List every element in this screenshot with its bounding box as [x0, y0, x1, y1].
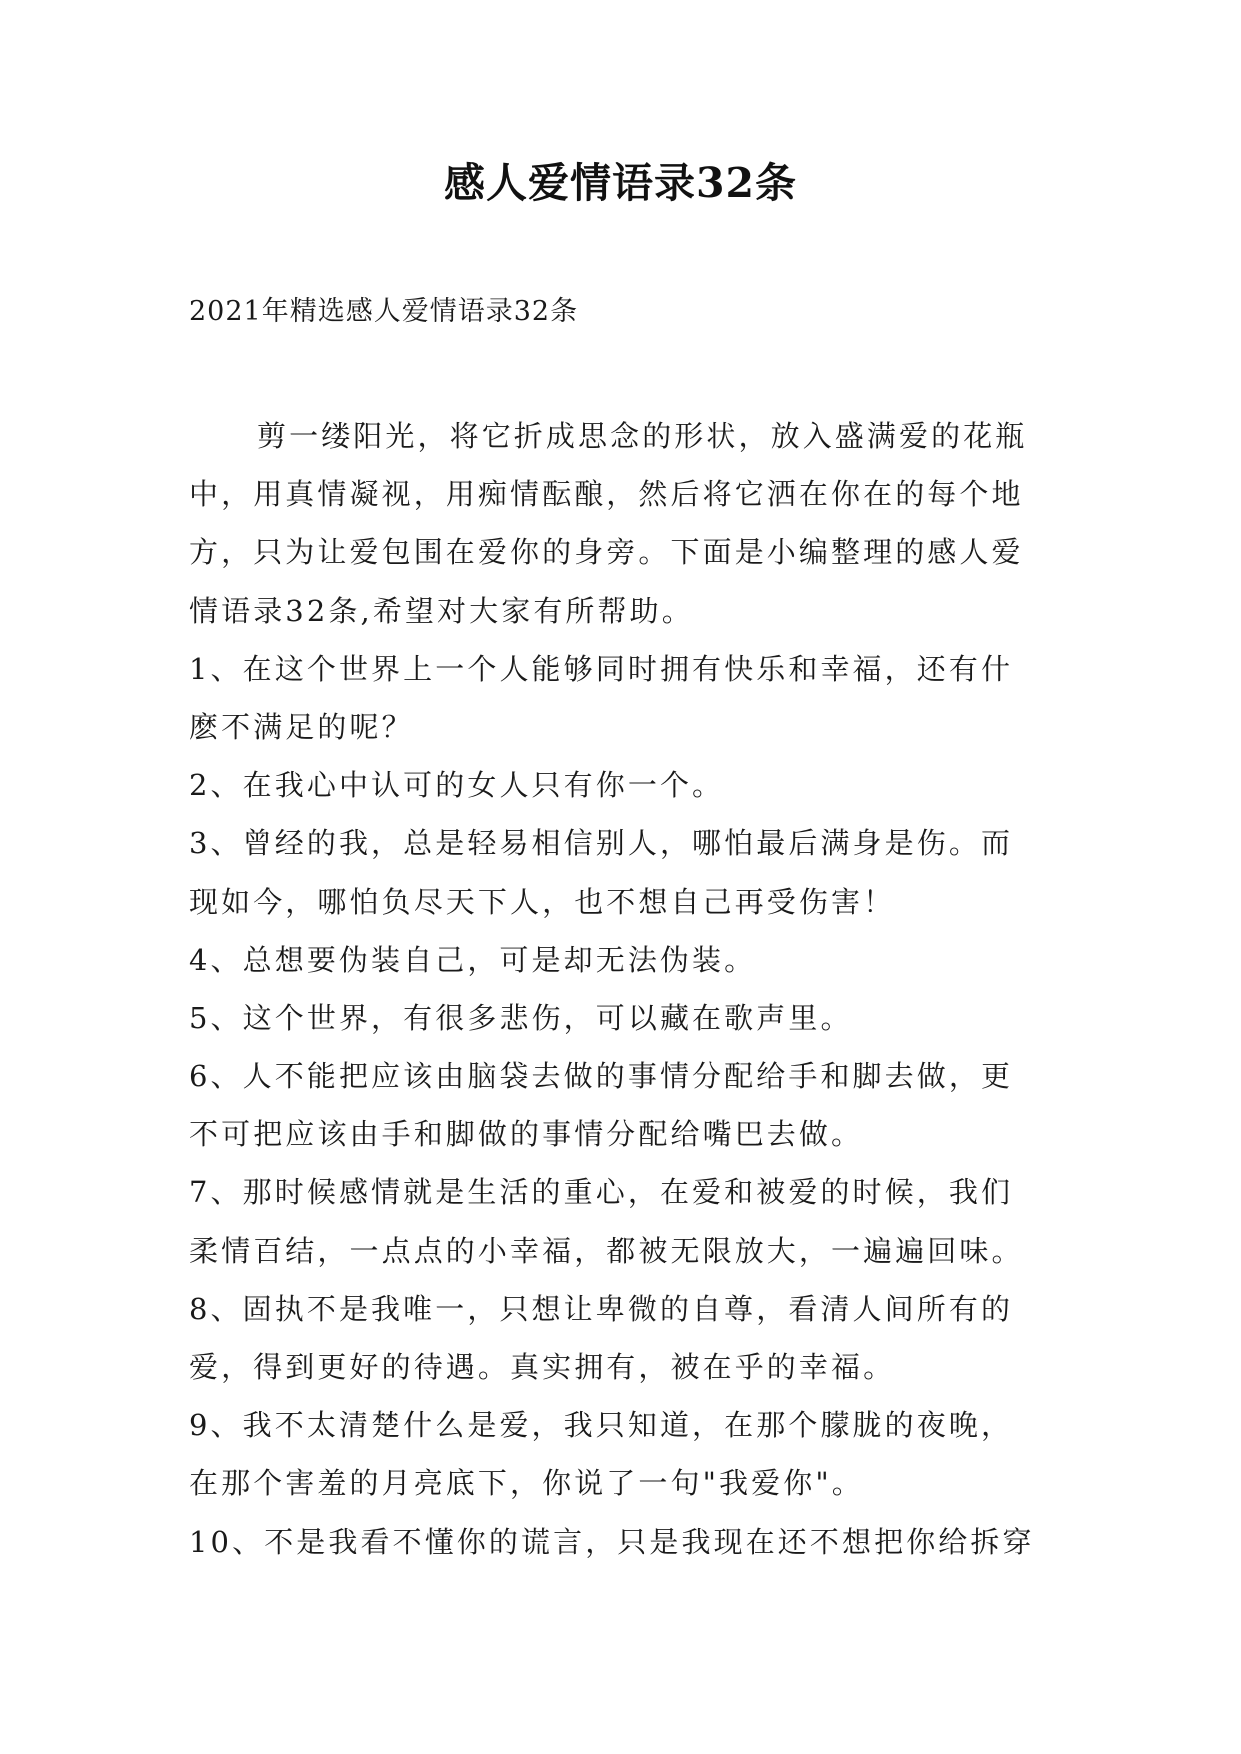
text-line: 爱，得到更好的待遇。真实拥有，被在乎的幸福。 [189, 1350, 896, 1384]
text-line: 7、那时候感情就是生活的重心，在爱和被爱的时候，我们 [189, 1175, 1014, 1210]
text-line: 2、在我心中认可的女人只有你一个。 [189, 768, 725, 803]
text-line: 9、我不太清楚什么是爱，我只知道，在那个朦胧的夜晚， [189, 1408, 1014, 1443]
text-line: 4、总想要伪装自己，可是却无法伪装。 [189, 942, 757, 977]
text-line: 麽不满足的呢？ [189, 709, 414, 744]
document-title: 感人爱情语录32条 [443, 159, 798, 207]
text-line: 中，用真情凝视，用痴情酝酿，然后将它洒在你在的每个地 [189, 477, 1024, 512]
text-line: 在那个害羞的月亮底下，你说了一句"我爱你"。 [189, 1466, 864, 1501]
text-line: 8、固执不是我唯一，只想让卑微的自尊，看清人间所有的 [189, 1291, 1014, 1326]
text-line: 剪一缕阳光，将它折成思念的形状，放入盛满爱的花瓶 [257, 419, 1028, 453]
document-body [189, 407, 1069, 1571]
text-line: 3、曾经的我，总是轻易相信别人，哪怕最后满身是伤。而 [189, 826, 1014, 861]
text-line: 1、在这个世界上一个人能够同时拥有快乐和幸福，还有什 [189, 651, 1014, 686]
text-line: 10、不是我看不懂你的谎言，只是我现在还不想把你给拆穿 [189, 1524, 1035, 1559]
text-line: 6、人不能把应该由脑袋去做的事情分配给手和脚去做，更 [189, 1059, 1014, 1094]
text-line: 不可把应该由手和脚做的事情分配给嘴巴去做。 [189, 1117, 864, 1152]
text-line: 5、这个世界，有很多悲伤，可以藏在歌声里。 [189, 1000, 853, 1035]
document-subtitle: 2021年精选感人爱情语录32条 [189, 296, 579, 327]
text-line: 柔情百结，一点点的小幸福，都被无限放大，一遍遍回味。 [189, 1233, 1024, 1268]
text-line: 情语录32条,希望对大家有所帮助。 [189, 593, 694, 628]
text-line: 现如今，哪怕负尽天下人，也不想自己再受伤害！ [189, 884, 896, 919]
text-line: 方，只为让爱包围在爱你的身旁。下面是小编整理的感人爱 [189, 535, 1024, 570]
